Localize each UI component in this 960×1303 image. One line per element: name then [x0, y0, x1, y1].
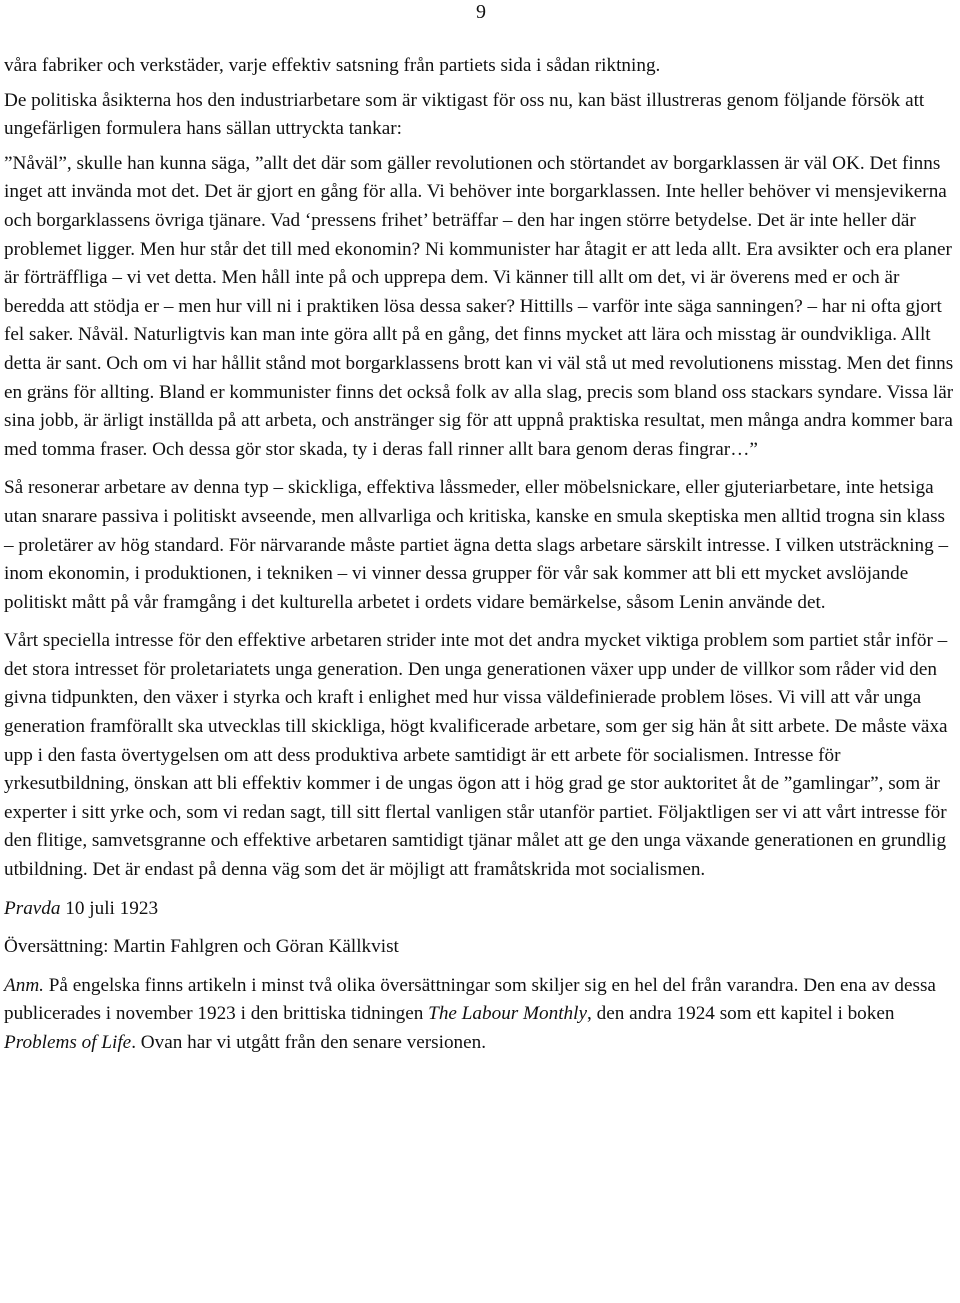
- paragraph-5: Vårt speciella intresse för den effektive arbetaren strider inte mot det andra mycket viktiga problem som partiet står inför – det stora intresset för proletariatets unga generation. Den unga generationen växer upp under de villkor som råder vid den givna tidpunkten, den växer i styrka och kraft i enlighet med hur vissa väldefinierade problem löses. Vi vill att vår unga generation framförallt ska utvecklas till skickliga, högt kvalificerade arbetare, som ger sig hän åt sitt arbete. De måste växa upp i den fasta övertygelsen om att dess produktiva arbete samtidigt är ett arbete för socialismen. Intresse för yrkesutbildning, önskan att bli effektiv kommer i de ungas ögon att i hög grad ge stor auktoritet åt de ”gamlingar”, som är experter i sitt yrke och, som vi redan sagt, till sitt flertal vanligen står utanför partiet. Följaktligen ser vi att vårt intresse för den flitige, samvetsgranne och effektive arbetaren samtidigt tjänar målet att ge den unga växande generationen en grundlig utbildning. Det är endast på denna väg som det är möjligt att framåtskrida mot socialismen.: [4, 630, 948, 881]
- article-body: [4, 52, 956, 1066]
- source-publication: Pravda: [4, 897, 61, 919]
- note-label: Anm.: [4, 974, 44, 996]
- source-date: 10 juli 1923: [65, 897, 159, 919]
- page-number: 9: [476, 1, 486, 23]
- source-line: [4, 895, 956, 924]
- note-text-2: , den andra 1924 som ett kapitel i boken: [587, 1003, 895, 1025]
- paragraph-4: Så resonerar arbetare av denna typ – skickliga, effektiva låssmeder, eller möbelsnickare, eller gjuteriarbetare, inte hetsiga utan snarare passiva i politiskt avseende, men allvarliga och kritiska, kanske en smula skeptiska men alltid trogna sin klass – proletärer av hög standard. För närvarande måste partiet ägna detta slags arbetare särskilt intresse. I vilken utsträckning – inom ekonomin, i produktionen, i tekniken – vi vinner dessa grupper för vår sak kommer att bli ett mycket avslöjande politiskt mått på vår framgång i det kulturella arbetet i ordets vidare bemärkelse, såsom Lenin använde det.: [4, 477, 949, 613]
- note-text-1: På engelska finns artikeln i minst två olika översättningar som skiljer sig en hel del från varandra. Den ena av dessa publicerades i november 1923 i den brittiska tidningen: [4, 974, 936, 1025]
- magazine-title: The Labour Monthly: [428, 1003, 588, 1025]
- quote-paragraph: ”Nåväl”, skulle han kunna säga, ”allt det där som gäller revolutionen och störtandet av borgarklassen är väl OK. Det finns inget att invända mot det. Det är gjort en gång för alla. Vi behöver inte borgarklassen. Inte heller behöver vi mensjevikerna och borgarklassens övriga tjänare. Vad ‘pressens frihet’ beträffar – den har ingen större betydelse. Det är inte heller där problemet ligger. Men hur står det till med ekonomin? Ni kommunister har åtagit er att leda allt. Era avsikter och era planer är förträffliga – vi vet detta. Men håll inte på och upprepa dem. Vi känner till allt om det, vi är överens med er och är beredda att stödja er – men hur vill ni i praktiken lösa dessa saker? Hittills – varför inte säga sanningen? – har ni ofta gjort fel saker. Nåväl. Naturligtvis kan man inte göra allt på en gång, det finns mycket att lära och misstag är oundvikliga. Allt detta är sant. Och om vi har hållit stånd mot borgarklassens brott kan vi väl stå ut med revolutionens misstag. Men det finns en gräns för allting. Bland er kommunister finns det också folk av alla slag, precis som bland oss stackars syndare. Vissa lär sina jobb, är ärligt inställda på att arbeta, och anstränger sig för att uppnå praktiska resultat, men många andra kommer bara med tomma fraser. Och dessa gör stor skada, ty i deras fall rinner allt bara genom deras fingrar…”: [4, 152, 954, 460]
- note-paragraph: [4, 972, 956, 1058]
- note-text-3: . Ovan har vi utgått från den senare versionen.: [131, 1032, 487, 1053]
- paragraph-2: De politiska åsikterna hos den industriarbetare som är viktigast för oss nu, kan bäst illustreras genom följande försök att ungefärligen formulera hans sällan uttryckta tankar:: [4, 89, 925, 140]
- translation-credit: Översättning: Martin Fahlgren och Göran Källkvist: [4, 936, 399, 958]
- paragraph-1: våra fabriker och verkstäder, varje effektiv satsning från partiets sida i sådan riktning.: [4, 55, 661, 76]
- book-title: Problems of Life: [4, 1032, 132, 1053]
